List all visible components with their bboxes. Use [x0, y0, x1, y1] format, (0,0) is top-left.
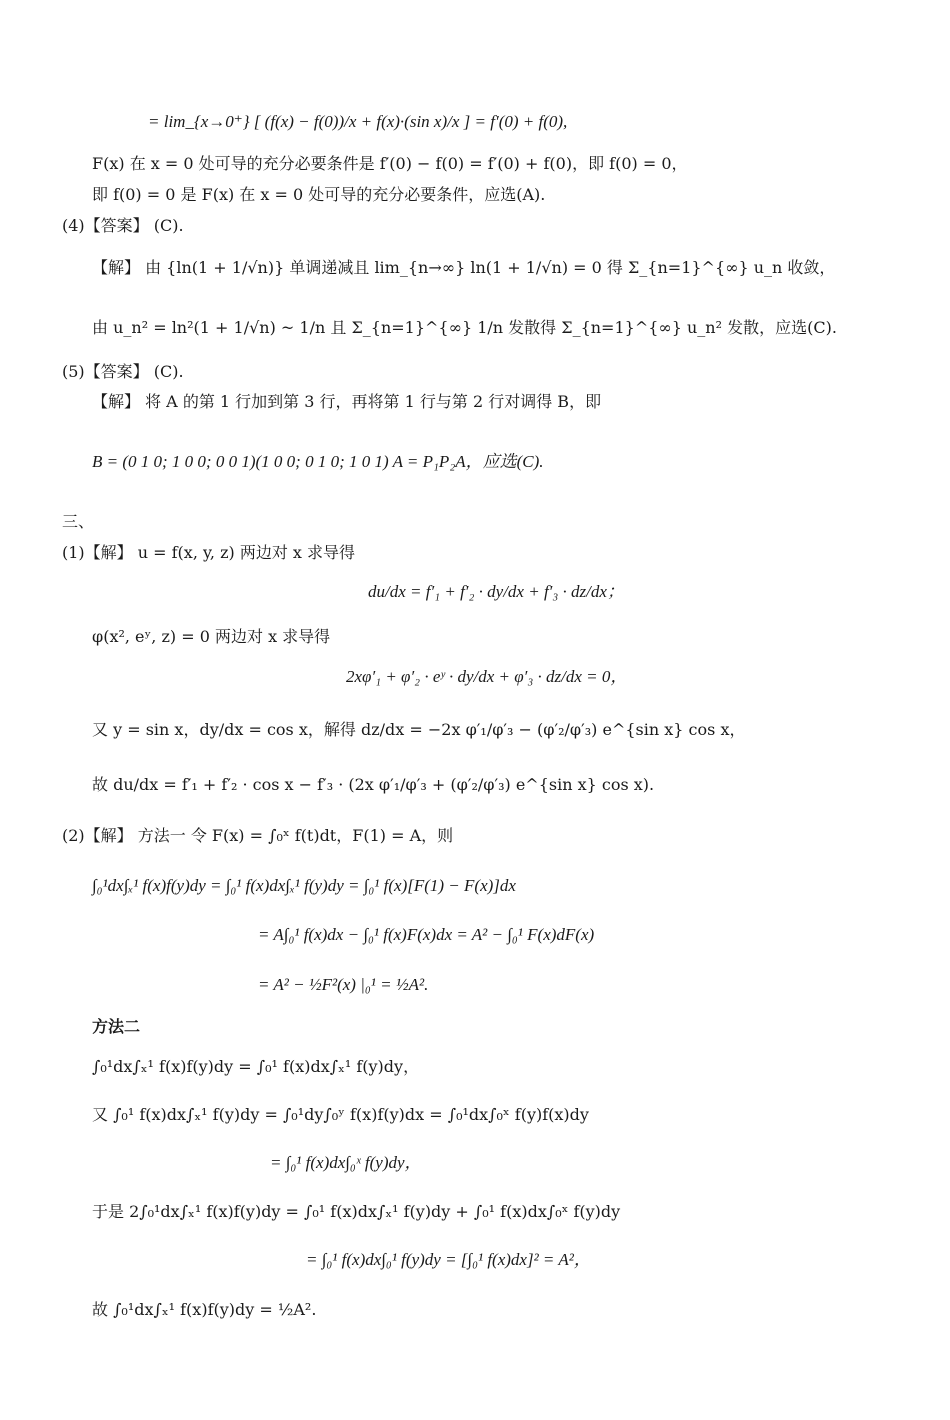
text-line: ∫₀¹dx∫ₓ¹ f(x)f(y)dy = ∫₀¹ f(x)dx∫ₓ¹ f(y)dy， — [92, 1057, 420, 1076]
text-line: 由 u_n² = ln²(1 + 1/√n) ~ 1/n 且 Σ_{n=1}^{∞} 1/n 发散得 Σ_{n=1}^{∞} u_n² 发散，应选(C). — [92, 318, 837, 337]
text-line: 2xφ′₁ + φ′₂ · eʸ · dy/dx + φ′₃ · dz/dx = 0， — [346, 667, 628, 686]
text-line: 即 f(0) = 0 是 F(x) 在 x = 0 处可导的充分必要条件，应选(A). — [92, 185, 546, 204]
text-line: (4)【答案】 (C). — [62, 216, 184, 235]
text-line: = A∫₀¹ f(x)dx − ∫₀¹ f(x)F(x)dx = A² − ∫₀¹ F(x)dF(x) — [258, 925, 595, 944]
text-line: 故 du/dx = f′₁ + f′₂ · cos x − f′₃ · (2x φ′₁/φ′₃ + (φ′₂/φ′₃) e^{sin x} cos x). — [92, 775, 655, 794]
text-line: B = (0 1 0; 1 0 0; 0 0 1)(1 0 0; 0 1 0; 1 0 1) A = P₁P₂A，应选(C). — [92, 452, 544, 471]
text-line: (2)【解】 方法一 令 F(x) = ∫₀ˣ f(t)dt，F(1) = A，则 — [62, 826, 454, 845]
text-line: (1)【解】 u = f(x, y, z) 两边对 x 求导得 — [62, 543, 356, 562]
text-line: = ∫₀¹ f(x)dx∫₀ˣ f(y)dy， — [270, 1153, 422, 1172]
text-line: 【解】 将 A 的第 1 行加到第 3 行，再将第 1 行与第 2 行对调得 B，即 — [92, 392, 602, 411]
text-line: 方法二 — [92, 1017, 141, 1036]
text-line: 于是 2∫₀¹dx∫ₓ¹ f(x)f(y)dy = ∫₀¹ f(x)dx∫ₓ¹ f(y)dy + ∫₀¹ f(x)dx∫₀ˣ f(y)dy — [92, 1202, 621, 1221]
text-line: = A² − ½F²(x) |₀¹ = ½A². — [258, 975, 429, 994]
text-line: (5)【答案】 (C). — [62, 362, 184, 381]
text-line: 故 ∫₀¹dx∫ₓ¹ f(x)f(y)dy = ½A². — [92, 1300, 317, 1319]
text-line: F(x) 在 x = 0 处可导的充分必要条件是 f′(0) − f(0) = f′(0) + f(0)，即 f(0) = 0， — [92, 154, 688, 173]
text-line: 又 y = sin x，dy/dx = cos x，解得 dz/dx = −2x φ′₁/φ′₃ − (φ′₂/φ′₃) e^{sin x} cos x， — [92, 720, 746, 739]
text-line: 又 ∫₀¹ f(x)dx∫ₓ¹ f(y)dy = ∫₀¹dy∫₀ʸ f(x)f(y)dx = ∫₀¹dx∫₀ˣ f(y)f(x)dy — [92, 1105, 589, 1124]
text-line: 三、 — [62, 512, 95, 531]
text-line: φ(x², eʸ, z) = 0 两边对 x 求导得 — [92, 627, 331, 646]
text-line: = lim_{x→0⁺} [ (f(x) − f(0))/x + f(x)·(sin x)/x ] = f′(0) + f(0), — [148, 112, 568, 131]
text-line: du/dx = f′₁ + f′₂ · dy/dx + f′₃ · dz/dx； — [368, 582, 624, 601]
text-line: ∫₀¹dx∫ₓ¹ f(x)f(y)dy = ∫₀¹ f(x)dx∫ₓ¹ f(y)dy = ∫₀¹ f(x)[F(1) − F(x)]dx — [92, 876, 516, 895]
text-line: = ∫₀¹ f(x)dx∫₀¹ f(y)dy = [∫₀¹ f(x)dx]² = A²， — [306, 1250, 591, 1269]
text-line: 【解】 由 {ln(1 + 1/√n)} 单调递减且 lim_{n→∞} ln(1 + 1/√n) = 0 得 Σ_{n=1}^{∞} u_n 收敛， — [92, 258, 836, 277]
